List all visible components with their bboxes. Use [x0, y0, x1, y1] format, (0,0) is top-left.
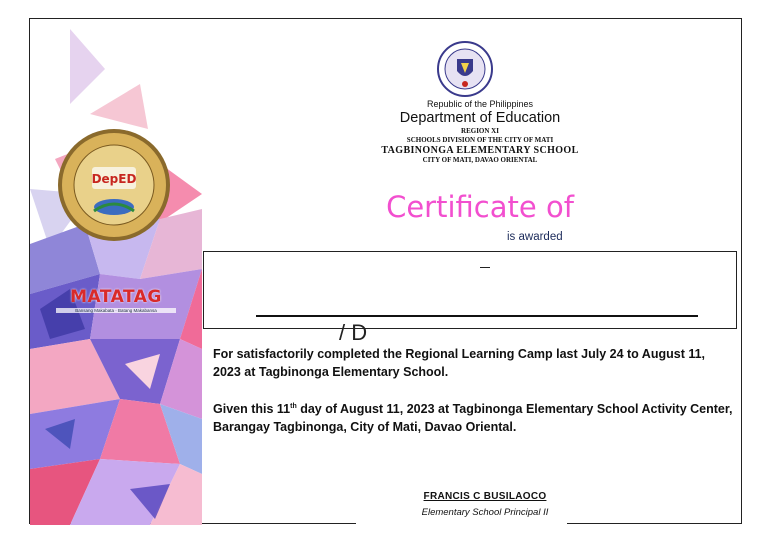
certificate-frame — [29, 18, 742, 524]
given-sup: th — [290, 402, 297, 410]
decorative-geometric-band — [30, 19, 202, 525]
recipient-name-box — [203, 251, 737, 345]
division-seal-logo — [56, 127, 172, 243]
given-post: day of August 11, 2023 at Tagbinonga Elementary School Activity Center, Barangay Tagbinonga, City of Mati, Davao Oriental. — [213, 402, 733, 434]
awarded-text: is awarded — [507, 231, 563, 243]
republic-line: Republic of the Philippines — [426, 99, 534, 109]
deped-seal-icon — [437, 41, 493, 97]
region-line: REGION XI — [461, 127, 499, 135]
school-line: TAGBINONGA ELEMENTARY SCHOOL — [381, 145, 579, 156]
recipient-name-line — [256, 315, 698, 317]
matatag-tagline: Bansang Makabata · Batang Makabansa — [56, 308, 176, 313]
clipped-text: / D — [339, 320, 368, 345]
signatory-name: FRANCIS C BUSILAOCO — [423, 491, 547, 502]
matatag-wordmark: MATATAG — [70, 287, 162, 307]
certificate-title: Certificate of — [386, 190, 574, 224]
given-paragraph — [213, 400, 733, 436]
department-line: Department of Education — [399, 110, 561, 126]
citation-paragraph: For satisfactorily completed the Regional Learning Camp last July 24 to August 11, 2023 at Tagbinonga Elementary School. — [213, 347, 706, 379]
name-dash — [480, 267, 490, 268]
signatory-block — [340, 491, 630, 518]
matatag-logo — [56, 287, 176, 313]
svg-text:DepED: DepED — [91, 172, 137, 186]
letterhead — [330, 99, 630, 165]
division-line: SCHOOLS DIVISION OF THE CITY OF MATI — [406, 136, 554, 144]
frame-gap — [356, 522, 567, 528]
city-line: CITY OF MATI, DAVAO ORIENTAL — [422, 156, 538, 164]
signatory-title: Elementary School Principal II — [421, 507, 549, 518]
given-pre: Given this 11 — [213, 402, 291, 416]
